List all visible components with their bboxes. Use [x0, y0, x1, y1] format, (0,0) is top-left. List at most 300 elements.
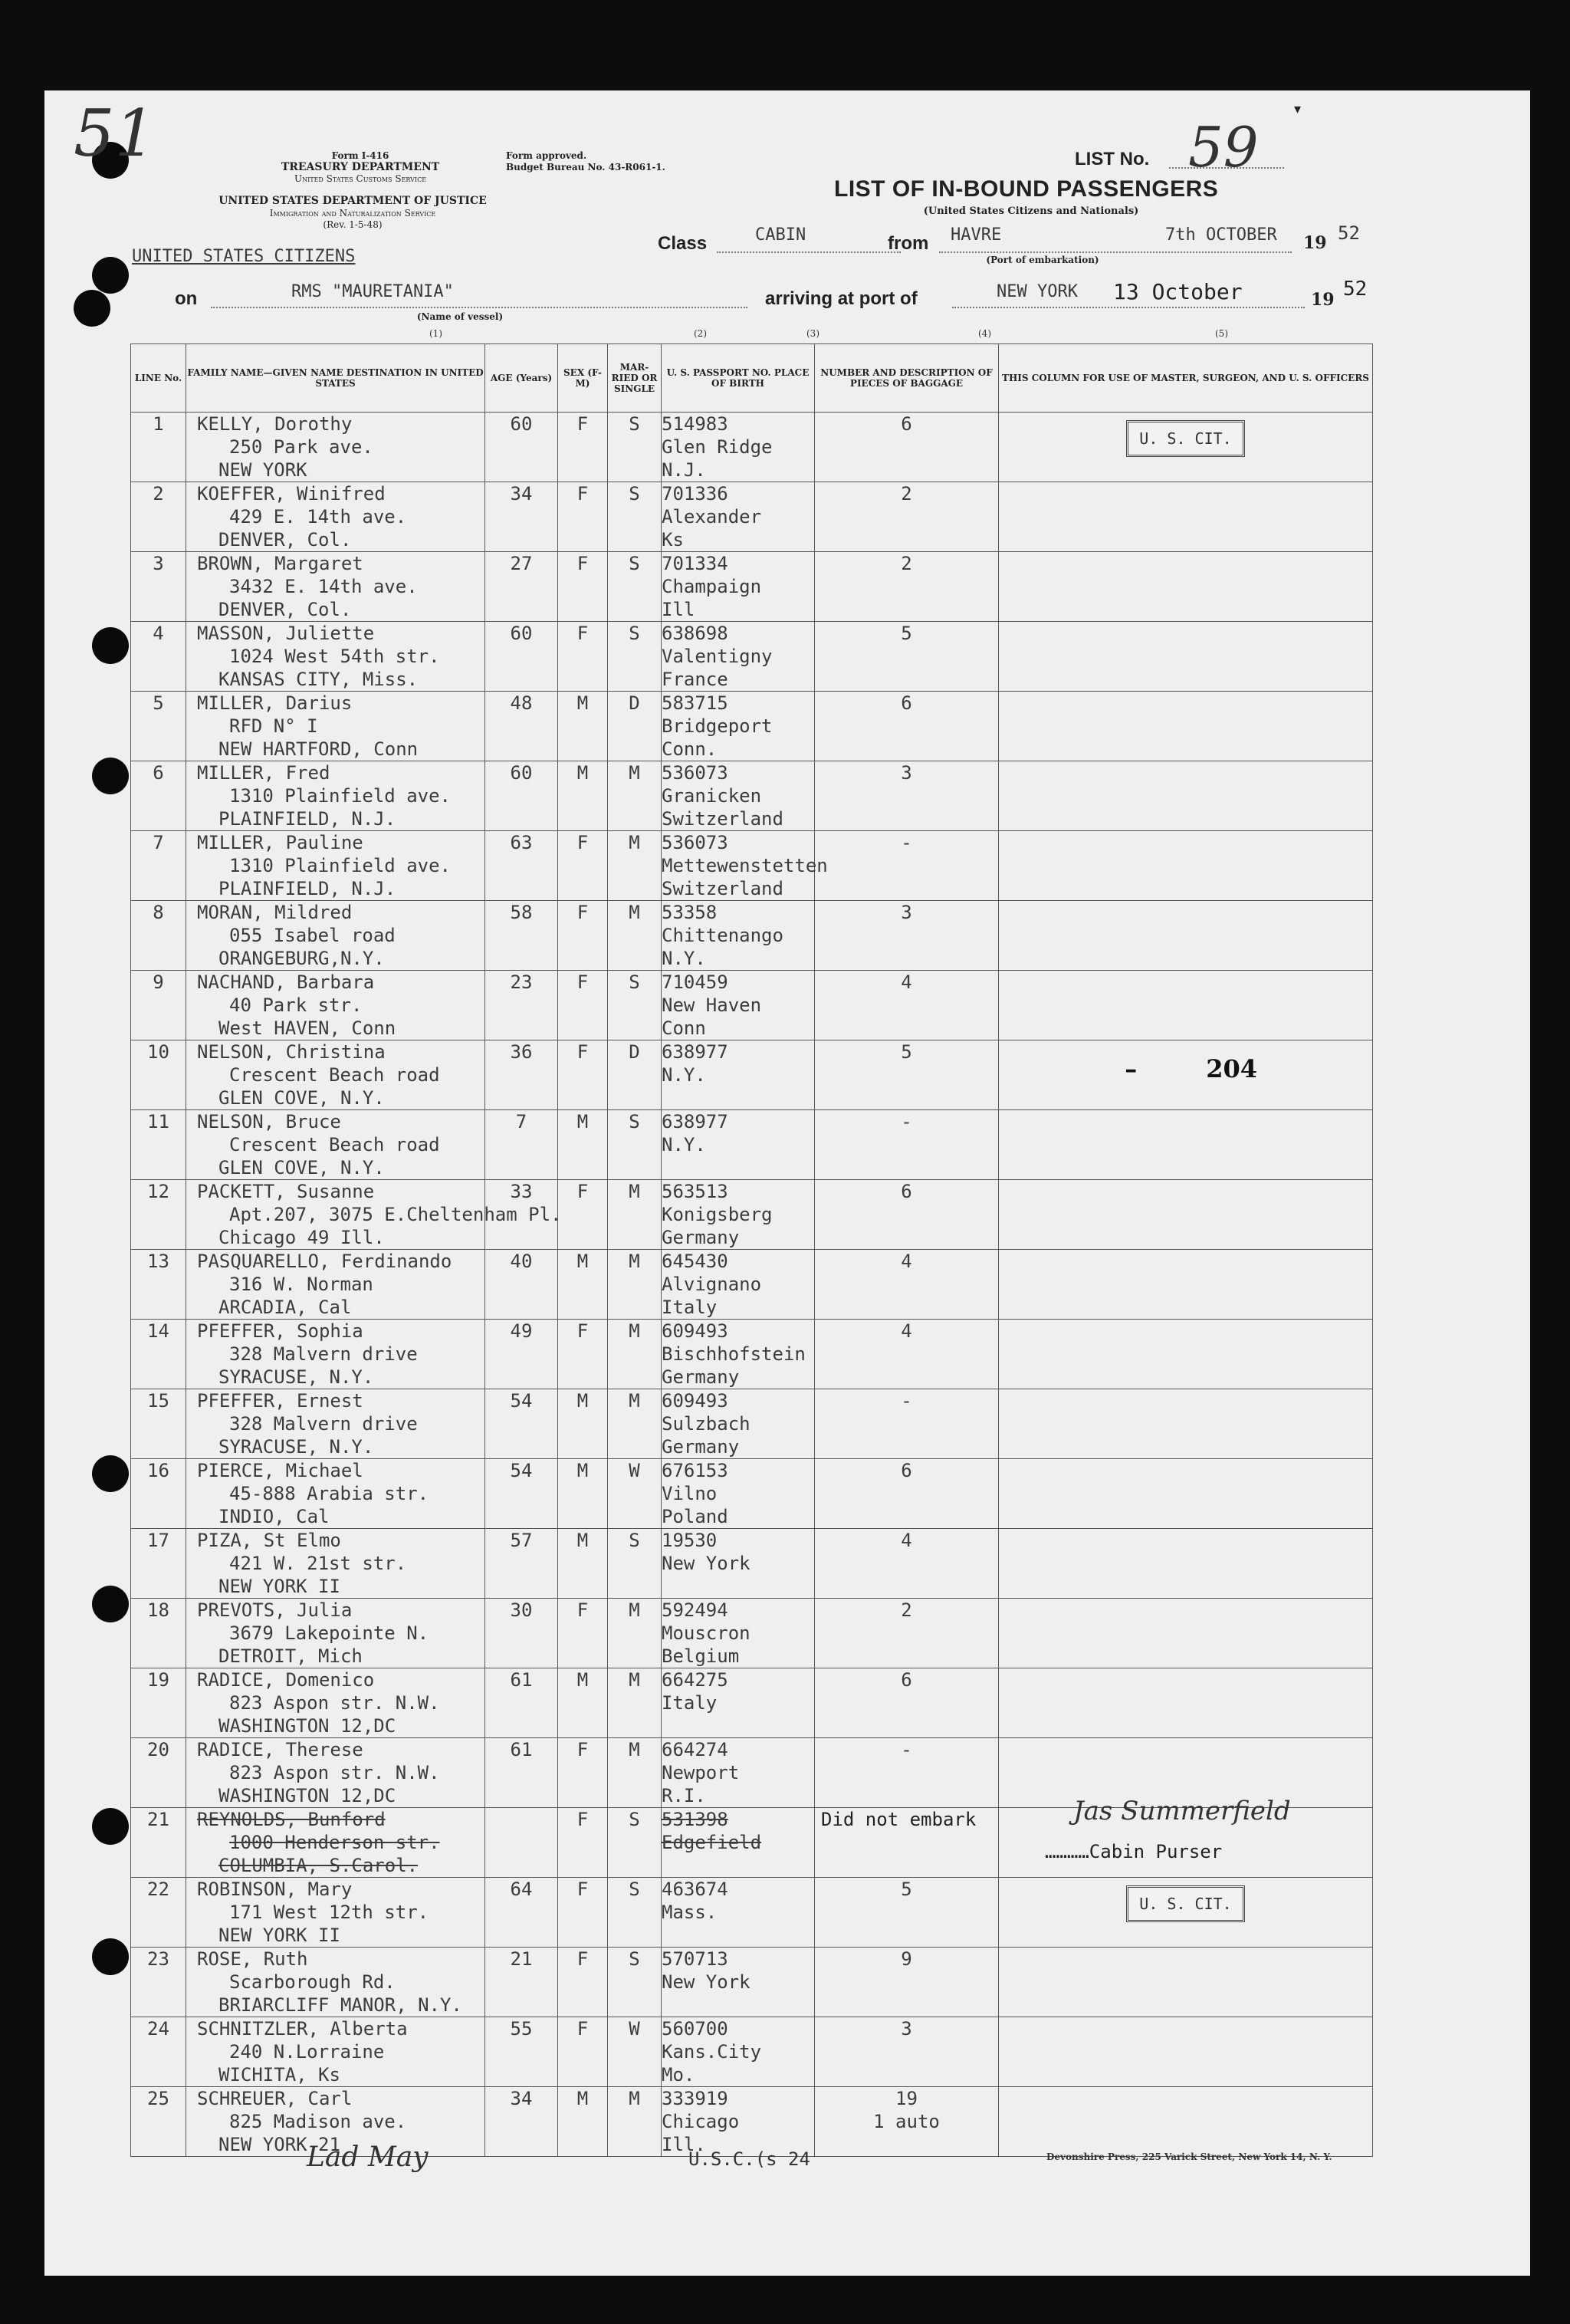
age-value: 30	[510, 1599, 533, 1621]
line-number	[131, 552, 186, 622]
line-number	[131, 761, 186, 831]
birth-region: Conn	[662, 1017, 706, 1039]
age-value: 34	[510, 2088, 533, 2109]
sex-value: M	[576, 1111, 589, 1132]
passenger-city: DETROIT, Mich	[218, 1645, 363, 1667]
baggage-cell	[815, 482, 999, 552]
passenger-city: West HAVEN, Conn	[218, 1017, 396, 1039]
passenger-address: 328 Malvern drive	[229, 1413, 418, 1435]
marital-cell	[608, 1459, 662, 1529]
birth-region: R.I.	[662, 1785, 706, 1806]
line-number-text: 20	[147, 1739, 169, 1760]
column-number: (2)	[694, 328, 707, 339]
passport-cell	[662, 1808, 815, 1878]
arrival-port: NEW YORK	[997, 282, 1078, 301]
passport-number: 563513	[662, 1181, 728, 1202]
header-passport: U. S. PASSPORT NO. PLACE OF BIRTH	[662, 344, 815, 413]
line-number	[131, 1110, 186, 1180]
age-cell	[485, 761, 558, 831]
age-cell	[485, 1110, 558, 1180]
marital-cell	[608, 552, 662, 622]
passport-cell	[662, 1250, 815, 1320]
line-number-text: 1	[153, 413, 164, 435]
passenger-name-cell	[186, 1948, 485, 2017]
table-row	[131, 1389, 1373, 1459]
baggage-cell	[815, 1180, 999, 1250]
passenger-name: KELLY, Dorothy	[197, 413, 353, 435]
line-number	[131, 1599, 186, 1668]
passport-number: 583715	[662, 692, 728, 714]
footer-press: Devonshire Press, 225 Varick Street, New York 14, N. Y.	[1046, 2151, 1332, 2162]
passenger-city: PLAINFIELD, N.J.	[218, 878, 396, 899]
passenger-city: NEW YORK 21	[218, 2134, 340, 2155]
passenger-city: GLEN COVE, N.Y.	[218, 1157, 385, 1178]
baggage-count: 4	[901, 971, 912, 993]
baggage-cell	[815, 901, 999, 971]
age-value: 23	[510, 971, 533, 993]
baggage-extra: 1 auto	[873, 2111, 940, 2132]
officer-cell	[999, 1459, 1373, 1529]
marital-cell	[608, 1668, 662, 1738]
passenger-address: 3432 E. 14th ave.	[229, 576, 418, 597]
age-cell	[485, 1250, 558, 1320]
line-number-text: 5	[153, 692, 164, 714]
passenger-city: WASHINGTON 12,DC	[218, 1715, 396, 1737]
passport-number: 536073	[662, 832, 728, 853]
age-value: 55	[510, 2018, 533, 2040]
punch-hole	[92, 1938, 129, 1975]
marital-cell	[608, 761, 662, 831]
passport-cell	[662, 901, 815, 971]
birth-place: Mouscron	[662, 1622, 751, 1644]
marital-cell	[608, 413, 662, 482]
on-label: on	[175, 288, 198, 309]
sex-cell	[558, 1529, 608, 1599]
line-number-text: 19	[147, 1669, 169, 1691]
passport-number: 592494	[662, 1599, 728, 1621]
sex-cell	[558, 1948, 608, 2017]
age-cell	[485, 622, 558, 692]
age-cell	[485, 1878, 558, 1948]
birth-region: Ill.	[662, 2134, 706, 2155]
age-value: 61	[510, 1739, 533, 1760]
age-value: 64	[510, 1879, 533, 1900]
line-number-text: 23	[147, 1948, 169, 1970]
departure-year: 52	[1338, 222, 1360, 244]
officer-cell	[999, 761, 1373, 831]
age-cell	[485, 1529, 558, 1599]
sex-value: F	[576, 483, 589, 505]
baggage-cell	[815, 413, 999, 482]
sex-value: F	[576, 1879, 589, 1900]
baggage-cell	[815, 1738, 999, 1808]
marital-value: M	[629, 1390, 640, 1412]
passenger-name: ROBINSON, Mary	[197, 1879, 353, 1900]
passenger-address: 328 Malvern drive	[229, 1343, 418, 1365]
baggage-cell	[815, 622, 999, 692]
passenger-name: NELSON, Christina	[197, 1041, 386, 1063]
baggage-count: Did not embark	[821, 1809, 977, 1830]
sex-value: F	[576, 1809, 589, 1830]
sex-cell	[558, 692, 608, 761]
baggage-count: 19	[895, 2088, 918, 2109]
sex-cell	[558, 1180, 608, 1250]
age-cell	[485, 413, 558, 482]
passport-number: 19530	[662, 1530, 718, 1551]
line-number-text: 16	[147, 1460, 169, 1481]
arriving-label: arriving at port of	[765, 288, 918, 309]
passenger-address: Apt.207, 3075 E.Cheltenham Pl.	[229, 1204, 562, 1225]
age-value: 49	[510, 1320, 533, 1342]
sex-value: F	[576, 413, 589, 435]
line-number-text: 4	[153, 623, 164, 644]
purser-note: Cabin Purser	[1089, 1841, 1223, 1862]
passenger-name-cell	[186, 901, 485, 971]
passenger-name: BROWN, Margaret	[197, 553, 363, 574]
birth-place: Bischhofstein	[662, 1343, 806, 1365]
passenger-address: 250 Park ave.	[229, 436, 373, 458]
us-citizen-stamp: U. S. CIT.	[1126, 1885, 1244, 1922]
age-value: 21	[510, 1948, 533, 1970]
passport-number: 676153	[662, 1460, 728, 1481]
passenger-name-cell	[186, 1250, 485, 1320]
sex-cell	[558, 1250, 608, 1320]
line-number	[131, 1668, 186, 1738]
passport-number: 463674	[662, 1879, 728, 1900]
age-cell	[485, 1668, 558, 1738]
passenger-address: 055 Isabel road	[229, 925, 396, 946]
passenger-name-cell	[186, 831, 485, 901]
sex-cell	[558, 761, 608, 831]
marital-cell	[608, 1878, 662, 1948]
sex-cell	[558, 622, 608, 692]
vessel-note: (Name of vessel)	[416, 311, 504, 322]
passenger-name: PIERCE, Michael	[197, 1460, 363, 1481]
header-married: MAR-RIED OR SINGLE	[608, 344, 662, 413]
passenger-name: SCHREUER, Carl	[197, 2088, 353, 2109]
port-embarkation-note: (Port of embarkation)	[986, 255, 1099, 265]
from-value: HAVRE	[951, 225, 1002, 245]
baggage-cell	[815, 2087, 999, 2157]
age-value: 60	[510, 762, 533, 784]
officer-cell	[999, 1389, 1373, 1459]
marital-value: M	[629, 1320, 640, 1342]
passenger-city: WICHITA, Ks	[218, 2064, 340, 2086]
birth-place: Konigsberg	[662, 1204, 773, 1225]
sex-cell	[558, 552, 608, 622]
table-row	[131, 761, 1373, 831]
passenger-name-cell	[186, 1668, 485, 1738]
baggage-cell	[815, 831, 999, 901]
marital-cell	[608, 831, 662, 901]
passenger-city: PLAINFIELD, N.J.	[218, 808, 396, 830]
passenger-name: MILLER, Darius	[197, 692, 353, 714]
line-number	[131, 1180, 186, 1250]
passenger-address: Crescent Beach road	[229, 1134, 440, 1155]
baggage-count: 6	[901, 1181, 912, 1202]
marital-value: W	[629, 1460, 640, 1481]
passport-cell	[662, 1668, 815, 1738]
line-number	[131, 1948, 186, 2017]
passport-number: 560700	[662, 2018, 728, 2040]
marital-cell	[608, 901, 662, 971]
birth-place: Edgefield	[662, 1832, 762, 1853]
passenger-address: 171 West 12th str.	[229, 1902, 429, 1923]
line-number-text: 11	[147, 1111, 169, 1132]
footer-usc: U.S.C.(s 24	[688, 2148, 810, 2170]
baggage-count: 3	[901, 902, 912, 923]
table-row	[131, 1180, 1373, 1250]
passenger-address: 1000 Henderson str.	[229, 1832, 440, 1853]
line-number-text: 12	[147, 1181, 169, 1202]
birth-region: Ks	[662, 529, 684, 551]
passport-cell	[662, 622, 815, 692]
baggage-count: 6	[901, 1669, 912, 1691]
age-cell	[485, 692, 558, 761]
table-row	[131, 1040, 1373, 1110]
baggage-count: 5	[901, 1879, 912, 1900]
age-value: 36	[510, 1041, 533, 1063]
passenger-name-cell	[186, 1040, 485, 1110]
birth-place: Alvignano	[662, 1274, 762, 1295]
marital-value: S	[629, 1111, 640, 1132]
birth-region: Belgium	[662, 1645, 740, 1667]
passenger-rows	[131, 413, 1373, 2157]
column-number: (5)	[1215, 328, 1228, 339]
passport-cell	[662, 1599, 815, 1668]
passenger-city: NEW YORK II	[218, 1576, 340, 1597]
passenger-name: ROSE, Ruth	[197, 1948, 308, 1970]
birth-place: Chittenango	[662, 925, 783, 946]
age-value: 7	[515, 1111, 527, 1132]
passenger-name-cell	[186, 1599, 485, 1668]
passport-number: 333919	[662, 2088, 728, 2109]
passenger-name-cell	[186, 482, 485, 552]
passport-cell	[662, 1878, 815, 1948]
passport-cell	[662, 1738, 815, 1808]
passenger-name: MILLER, Fred	[197, 762, 330, 784]
passenger-name: MASSON, Juliette	[197, 623, 375, 644]
age-value: 40	[510, 1251, 533, 1272]
marital-cell	[608, 1320, 662, 1389]
officer-cell	[999, 1668, 1373, 1738]
passenger-address: 825 Madison ave.	[229, 2111, 407, 2132]
passenger-city: ARCADIA, Cal	[218, 1297, 352, 1318]
passenger-address: RFD N° I	[229, 715, 318, 737]
sex-value: F	[576, 971, 589, 993]
punch-hole	[92, 627, 129, 664]
birth-place: New York	[662, 1553, 751, 1574]
passenger-address: 1024 West 54th str.	[229, 646, 440, 667]
age-cell	[485, 2087, 558, 2157]
marital-cell	[608, 1948, 662, 2017]
table-row	[131, 971, 1373, 1040]
marital-cell	[608, 1110, 662, 1180]
year-prefix-from: 19	[1303, 233, 1327, 253]
age-cell	[485, 901, 558, 971]
arrival-year: 52	[1343, 278, 1368, 301]
birth-region: Germany	[662, 1366, 740, 1388]
baggage-cell	[815, 1599, 999, 1668]
marital-value: D	[629, 1041, 640, 1063]
passenger-name: PASQUARELLO, Ferdinando	[197, 1251, 452, 1272]
baggage-count: 3	[901, 762, 912, 784]
passport-cell	[662, 1389, 815, 1459]
form-approved: Form approved.	[506, 150, 587, 161]
passport-cell	[662, 831, 828, 901]
header-age: AGE (Years)	[485, 344, 558, 413]
passenger-name: KOEFFER, Winifred	[197, 483, 386, 505]
baggage-cell	[815, 692, 999, 761]
sex-value: M	[576, 1669, 589, 1691]
officer-cell	[999, 831, 1373, 901]
baggage-cell	[815, 1878, 999, 1948]
sex-value: F	[576, 553, 589, 574]
passport-number: 53358	[662, 902, 718, 923]
justice-dept: UNITED STATES DEPARTMENT OF JUSTICE	[218, 195, 487, 207]
passenger-address: 316 W. Norman	[229, 1274, 373, 1295]
table-row	[131, 2017, 1373, 2087]
age-cell	[485, 831, 558, 901]
handwritten-page-mark: 51	[74, 96, 156, 171]
baggage-count: 4	[901, 1320, 912, 1342]
passenger-name-cell	[186, 1320, 485, 1389]
passenger-name: RADICE, Domenico	[197, 1669, 375, 1691]
marital-cell	[608, 1250, 662, 1320]
age-value: 48	[510, 692, 533, 714]
baggage-count: 3	[901, 2018, 912, 2040]
baggage-count: 6	[901, 1460, 912, 1481]
budget-bureau: Budget Bureau No. 43-R061-1.	[506, 162, 665, 173]
passenger-city: WASHINGTON 12,DC	[218, 1785, 396, 1806]
marital-value: S	[629, 1948, 640, 1970]
column-number: (1)	[429, 328, 442, 339]
marital-cell	[608, 1040, 662, 1110]
line-number	[131, 692, 186, 761]
sex-value: M	[576, 1390, 589, 1412]
header-sex: SEX (F-M)	[558, 344, 608, 413]
header-officers: THIS COLUMN FOR USE OF MASTER, SURGEON, AND U. S. OFFICERS	[999, 344, 1373, 413]
baggage-count: 9	[901, 1948, 912, 1970]
officer-cell	[999, 1948, 1373, 2017]
marital-cell	[608, 622, 662, 692]
from-line	[939, 251, 1292, 253]
passport-cell	[662, 971, 815, 1040]
sex-cell	[558, 1320, 608, 1389]
sex-cell	[558, 1738, 608, 1808]
birth-place: Vilno	[662, 1483, 718, 1504]
baggage-cell	[815, 971, 999, 1040]
passenger-name-cell	[186, 692, 485, 761]
birth-region: France	[662, 669, 728, 690]
age-value: 60	[510, 623, 533, 644]
passenger-address: 3679 Lakepointe N.	[229, 1622, 429, 1644]
sex-cell	[558, 482, 608, 552]
line-number	[131, 1250, 186, 1320]
marital-cell	[608, 1180, 662, 1250]
officer-cell	[999, 901, 1373, 971]
list-number-value: 59	[1188, 115, 1259, 179]
birth-place: Champaign	[662, 576, 762, 597]
line-number-text: 17	[147, 1530, 169, 1551]
sex-cell	[558, 2087, 608, 2157]
passenger-name-cell	[186, 552, 485, 622]
line-number-text: 22	[147, 1879, 169, 1900]
age-cell	[485, 1040, 558, 1110]
passenger-name: PACKETT, Susanne	[197, 1181, 375, 1202]
officer-cell	[999, 482, 1373, 552]
form-subtitle: (United States Citizens and Nationals)	[923, 205, 1139, 217]
baggage-cell	[815, 1808, 999, 1878]
passenger-city: ORANGEBURG,N.Y.	[218, 948, 385, 969]
passenger-address: 40 Park str.	[229, 994, 363, 1016]
passenger-address: Crescent Beach road	[229, 1064, 440, 1086]
us-citizen-stamp: U. S. CIT.	[1126, 420, 1244, 457]
line-number	[131, 2087, 186, 2157]
passenger-name-cell	[186, 622, 485, 692]
sex-value: M	[576, 1460, 589, 1481]
marital-cell	[608, 1599, 662, 1668]
passenger-address: 45-888 Arabia str.	[229, 1483, 429, 1504]
officer-cell	[999, 622, 1373, 692]
officer-cell	[999, 692, 1373, 761]
age-cell	[485, 1738, 558, 1808]
baggage-cell	[815, 1529, 999, 1599]
marital-value: M	[629, 762, 640, 784]
line-number-text: 25	[147, 2088, 169, 2109]
passenger-address: 240 N.Lorraine	[229, 2041, 385, 2063]
birth-place: Bridgeport	[662, 715, 773, 737]
baggage-cell	[815, 1948, 999, 2017]
passenger-city: DENVER, Col.	[218, 599, 352, 620]
age-value: 63	[510, 832, 533, 853]
passport-number: 638977	[662, 1041, 728, 1063]
baggage-count: -	[901, 1111, 912, 1132]
baggage-count: 4	[901, 1530, 912, 1551]
passenger-address: 421 W. 21st str.	[229, 1553, 407, 1574]
header-line-no: LINE No.	[131, 344, 186, 413]
arrival-line	[952, 307, 1305, 308]
passenger-city: COLUMBIA, S.Carol.	[218, 1855, 419, 1876]
sex-value: F	[576, 1320, 589, 1342]
birth-place: Alexander	[662, 506, 762, 528]
corner-mark: ▾	[1294, 101, 1302, 117]
officer-cell	[999, 552, 1373, 622]
age-cell	[485, 1948, 558, 2017]
sex-value: F	[576, 1181, 589, 1202]
birth-region: Switzerland	[662, 808, 783, 830]
baggage-cell	[815, 2017, 999, 2087]
sex-cell	[558, 1389, 608, 1459]
passenger-city: KANSAS CITY, Miss.	[218, 669, 419, 690]
passport-cell	[662, 1459, 815, 1529]
year-prefix-arrival: 19	[1311, 290, 1335, 310]
passenger-name: NACHAND, Barbara	[197, 971, 375, 993]
passenger-city: SYRACUSE, N.Y.	[218, 1366, 374, 1388]
birth-region: Ill	[662, 599, 695, 620]
baggage-cell	[815, 1668, 999, 1738]
passenger-name: PREVOTS, Julia	[197, 1599, 353, 1621]
table-row	[131, 831, 1373, 901]
marital-cell	[608, 2017, 662, 2087]
sex-value: F	[576, 623, 589, 644]
marital-value: M	[629, 902, 640, 923]
sex-value: M	[576, 692, 589, 714]
passenger-table	[130, 344, 1373, 2157]
marital-value: M	[629, 832, 640, 853]
birth-place: Newport	[662, 1762, 740, 1783]
passenger-address: 1310 Plainfield ave.	[229, 855, 451, 876]
